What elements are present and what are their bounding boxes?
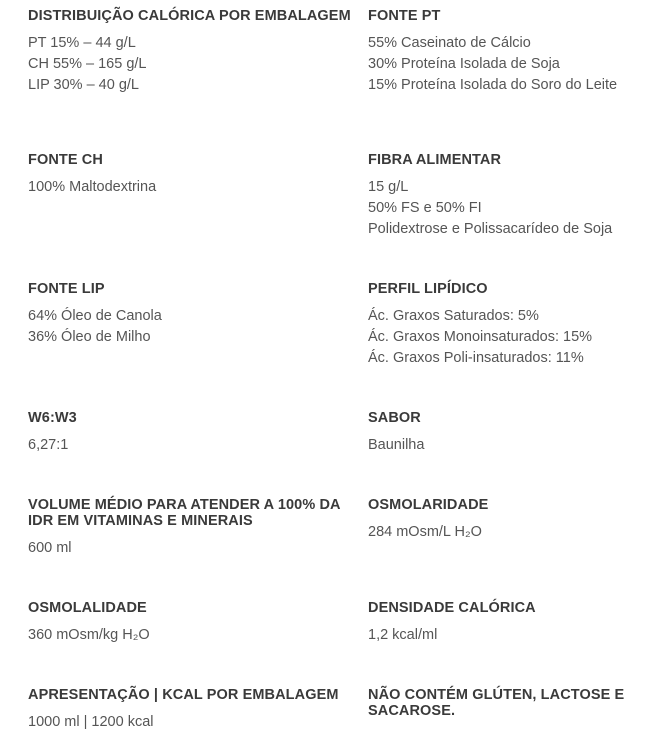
section-values xyxy=(28,712,358,733)
section-title: DENSIDADE CALÓRICA xyxy=(368,600,536,616)
section-fonte-pt xyxy=(368,8,658,96)
value-line: LIP 30% – 40 g/L xyxy=(28,77,139,93)
value-line: PT 15% – 44 g/L xyxy=(28,35,136,51)
value-line: 55% Caseinato de Cálcio xyxy=(368,35,531,51)
section-values xyxy=(368,33,658,96)
section-values xyxy=(368,522,658,543)
section-densidade-calorica xyxy=(368,600,658,646)
value-line: Ác. Graxos Poli-insaturados: 11% xyxy=(368,350,584,366)
value-line: 1000 ml | 1200 kcal xyxy=(28,714,154,730)
section-osmolalidade xyxy=(28,600,358,646)
section-fonte-ch xyxy=(28,152,358,198)
value-line: Ác. Graxos Monoinsaturados: 15% xyxy=(368,329,593,345)
section-values xyxy=(368,306,658,369)
value-line: 100% Maltodextrina xyxy=(28,179,157,195)
value-line: 6,27:1 xyxy=(28,437,69,453)
section-title: SABOR xyxy=(368,410,421,426)
section-fonte-lip xyxy=(28,281,358,348)
section-values xyxy=(28,538,358,559)
value-line: 36% Óleo de Milho xyxy=(28,329,151,345)
section-perfil-lipidico xyxy=(368,281,658,369)
section-values xyxy=(28,177,358,198)
section-values xyxy=(28,625,358,646)
value-line: 15% Proteína Isolada do Soro do Leite xyxy=(368,77,618,93)
value-line: 600 ml xyxy=(28,540,72,556)
value-line: Ác. Graxos Saturados: 5% xyxy=(368,308,539,324)
section-values xyxy=(28,33,358,96)
value-line: 1,2 kcal/ml xyxy=(368,627,438,643)
section-values xyxy=(368,177,658,240)
section-title: OSMOLALIDADE xyxy=(28,600,147,616)
section-title: PERFIL LIPÍDICO xyxy=(368,281,488,297)
section-values xyxy=(368,625,658,646)
section-title: FONTE CH xyxy=(28,152,103,168)
value-line: Polidextrose e Polissacarídeo de Soja xyxy=(368,221,613,237)
value-line: 15 g/L xyxy=(368,179,409,195)
section-nao-contem xyxy=(368,687,658,719)
value-line: 50% FS e 50% FI xyxy=(368,200,482,216)
value-line: 284 mOsm/L H₂O xyxy=(368,524,482,540)
section-volume-medio xyxy=(28,497,358,559)
section-title: FIBRA ALIMENTAR xyxy=(368,152,502,168)
section-distribuicao-calorica xyxy=(28,8,358,96)
section-title: APRESENTAÇÃO | KCAL POR EMBALAGEM xyxy=(28,687,339,703)
section-values xyxy=(368,435,658,456)
section-values xyxy=(28,306,358,348)
section-title: W6:W3 xyxy=(28,410,77,426)
value-line: 64% Óleo de Canola xyxy=(28,308,162,324)
section-fibra-alimentar xyxy=(368,152,658,240)
section-title: DISTRIBUIÇÃO CALÓRICA POR EMBALAGEM xyxy=(28,8,351,24)
section-osmolaridade xyxy=(368,497,658,543)
section-sabor xyxy=(368,410,658,456)
section-title: NÃO CONTÉM GLÚTEN, LACTOSE E SACAROSE. xyxy=(368,687,625,719)
section-apresentacao xyxy=(28,687,358,733)
section-title: VOLUME MÉDIO PARA ATENDER A 100% DA IDR EM VITAMINAS E MINERAIS xyxy=(28,497,341,529)
value-line: Baunilha xyxy=(368,437,425,453)
value-line: 360 mOsm/kg H₂O xyxy=(28,627,150,643)
section-title: FONTE LIP xyxy=(28,281,105,297)
value-line: 30% Proteína Isolada de Soja xyxy=(368,56,560,72)
section-title: OSMOLARIDADE xyxy=(368,497,489,513)
section-w6-w3 xyxy=(28,410,358,456)
section-values xyxy=(28,435,358,456)
section-title: FONTE PT xyxy=(368,8,441,24)
value-line: CH 55% – 165 g/L xyxy=(28,56,147,72)
